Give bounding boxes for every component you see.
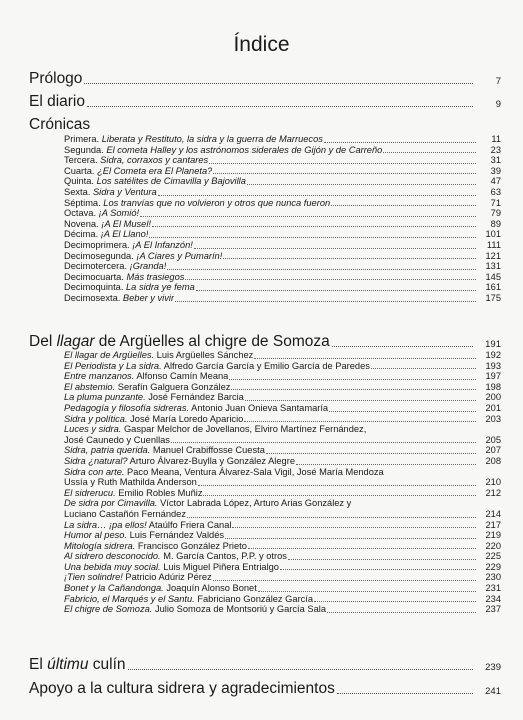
page-number: 198 bbox=[485, 381, 501, 392]
dot-leader bbox=[314, 601, 476, 602]
dot-leader bbox=[266, 453, 476, 454]
entry-text: Quinta. Los satélites de Cimavilla y Bajovilla bbox=[64, 176, 246, 187]
dot-leader bbox=[324, 142, 476, 143]
toc-entry bbox=[64, 371, 501, 382]
page-number: 79 bbox=[490, 208, 501, 219]
entry-text: Una bebida muy social. Luis Miguel Piñera Entrialgo bbox=[64, 561, 279, 572]
toc-entry bbox=[64, 382, 501, 393]
page-number: 39 bbox=[490, 165, 501, 176]
entry-text: Sexta. Sidra y Ventura bbox=[64, 186, 157, 197]
dot-leader bbox=[223, 258, 476, 259]
toc-entry bbox=[64, 562, 501, 573]
dot-leader bbox=[332, 345, 473, 347]
page-number: 217 bbox=[485, 519, 501, 530]
llagar-list bbox=[64, 350, 501, 615]
page-title: Índice bbox=[233, 33, 290, 56]
entry-text: La pluma punzante. José Fernández Barcia bbox=[64, 392, 244, 403]
page-number: 71 bbox=[490, 197, 501, 208]
section-label: El diario bbox=[29, 93, 85, 110]
entry-text: Sidra y política. José María Loredo Aparicio bbox=[64, 413, 244, 424]
section-label: Crónicas bbox=[29, 116, 91, 133]
page-number: 145 bbox=[485, 271, 501, 282]
page-number: 7 bbox=[495, 76, 501, 87]
dot-leader bbox=[187, 517, 476, 518]
page-number: 203 bbox=[485, 413, 501, 424]
dot-leader bbox=[209, 163, 476, 164]
toc-entry bbox=[64, 272, 501, 283]
dot-leader bbox=[245, 400, 476, 401]
toc-entry bbox=[64, 520, 501, 531]
dot-leader bbox=[152, 226, 476, 227]
dot-leader bbox=[185, 279, 476, 280]
section-apoyo bbox=[29, 680, 501, 698]
page-number: 191 bbox=[485, 339, 501, 350]
dot-leader bbox=[167, 269, 476, 270]
toc-entry bbox=[64, 530, 501, 541]
toc-entry bbox=[64, 424, 501, 435]
entry-text: Sidra con arte. Paco Meana, Ventura Álvarez-Sala Vigil, José María Mendoza bbox=[64, 466, 384, 477]
toc-entry bbox=[64, 541, 501, 552]
section-label: Del llagar de Argüelles al chigre de Somoza bbox=[29, 333, 330, 350]
toc-entry bbox=[64, 219, 501, 230]
entry-text: Pedagogía y filosofía sidreras. Antonio Juan Onieva Santamaría bbox=[64, 402, 329, 413]
page-number: 220 bbox=[485, 540, 501, 551]
entry-text: Luces y sidra. Gaspar Melchor de Jovellanos, Elviro Martínez Fernández, bbox=[64, 424, 367, 435]
toc-entry bbox=[64, 198, 501, 209]
page-number: 31 bbox=[490, 155, 501, 166]
page-number: 63 bbox=[490, 186, 501, 197]
section-label: Prólogo bbox=[29, 70, 83, 87]
dot-leader bbox=[171, 442, 476, 443]
page-number: 208 bbox=[485, 455, 501, 466]
page-number: 101 bbox=[485, 229, 501, 240]
dot-leader bbox=[296, 464, 476, 465]
entry-text: Tercera. Sidra, corraxos y cantares bbox=[64, 155, 209, 166]
page-number: 161 bbox=[485, 282, 501, 293]
toc-entry bbox=[64, 208, 501, 219]
toc-entry bbox=[64, 392, 501, 403]
toc-entry bbox=[64, 403, 501, 414]
page-number: 210 bbox=[485, 477, 501, 488]
page-number: 121 bbox=[485, 250, 501, 261]
entry-text: Al sidrero desconocido. M. García Cantos, P.P. y otros bbox=[64, 551, 287, 562]
toc-entry bbox=[64, 229, 501, 240]
page-number: 200 bbox=[485, 392, 501, 403]
toc-entry bbox=[64, 551, 501, 562]
entry-text: Humor al peso. Luis Fernández Valdés bbox=[64, 530, 225, 541]
page-number: 11 bbox=[491, 134, 501, 144]
entry-text: Novena. ¡A El Musel! bbox=[64, 218, 151, 229]
toc-entry bbox=[64, 594, 501, 605]
section-prologo bbox=[29, 70, 501, 88]
dot-leader bbox=[232, 527, 476, 528]
entry-text: Cuarta. ¿El Cometa era El Planeta? bbox=[64, 165, 213, 176]
entry-text: Décima. ¡A El Llano! bbox=[64, 229, 149, 240]
page-number: 111 bbox=[486, 239, 501, 250]
toc-entry bbox=[64, 572, 501, 583]
section-label: Apoyo a la cultura sidrera y agradecimientos bbox=[29, 680, 335, 697]
page-number: 234 bbox=[485, 593, 501, 604]
page-number: 205 bbox=[485, 434, 501, 445]
entry-text: Segunda. El cometa Halley y los astrónomos siderales de Gijón y de Carreño bbox=[64, 144, 383, 155]
entry-text: Sidra ¿natural? Arturo Álvarez-Buylla y González Alegre bbox=[64, 455, 295, 466]
entry-text: Decimoprimera. ¡A El Infanzón! bbox=[64, 239, 193, 250]
entry-text: Fabricio, el Marqués y el Santu. Fabriciano González García bbox=[64, 593, 314, 604]
entry-text: El abstemio. Serafín Galguera González bbox=[64, 381, 231, 392]
dot-leader bbox=[247, 184, 476, 185]
toc-entry bbox=[64, 251, 501, 262]
section-llagar bbox=[29, 333, 501, 351]
page-number: 207 bbox=[485, 445, 501, 456]
page-number: 229 bbox=[485, 561, 501, 572]
entry-text: Decimocuarta. Más trasiegos bbox=[64, 271, 185, 282]
toc-entry bbox=[64, 477, 501, 488]
dot-leader bbox=[337, 692, 473, 694]
dot-leader bbox=[198, 485, 476, 486]
dot-leader bbox=[128, 668, 473, 670]
toc-entry bbox=[64, 604, 501, 615]
dot-leader bbox=[229, 379, 476, 380]
dot-leader bbox=[288, 559, 476, 560]
dot-leader bbox=[87, 105, 473, 107]
entry-text: El chigre de Somoza. Julio Somoza de Montsoriú y García Sala bbox=[64, 604, 326, 615]
toc-entry bbox=[64, 166, 501, 177]
toc-entry bbox=[64, 261, 501, 272]
entry-text: El sidrerucu. Emilio Robles Muñiz bbox=[64, 487, 203, 498]
page-number: 89 bbox=[490, 218, 501, 229]
dot-leader bbox=[244, 421, 476, 422]
page-number: 193 bbox=[485, 360, 501, 371]
entry-text: El Periodista y La sidra. Alfredo García García y Emilio García de Paredes bbox=[64, 360, 370, 371]
toc-entry bbox=[64, 509, 501, 520]
page-number: 23 bbox=[490, 144, 501, 155]
dot-leader bbox=[196, 290, 476, 291]
dot-leader bbox=[254, 358, 476, 359]
dot-leader bbox=[194, 248, 476, 249]
entry-text: El llagar de Argüelles. Luis Argüelles Sánchez bbox=[64, 350, 254, 360]
page-number: 214 bbox=[485, 508, 501, 519]
dot-leader bbox=[331, 205, 476, 206]
dot-leader bbox=[371, 368, 476, 369]
entry-text: Primera. Liberata y Restituto, la sidra y la guerra de Marruecos bbox=[64, 134, 323, 144]
page-number: 192 bbox=[485, 350, 501, 360]
entry-text: Séptima. Los tranvías que no volvieron y otros que nunca fueron bbox=[64, 197, 331, 208]
toc-entry bbox=[64, 361, 501, 372]
toc-entry bbox=[64, 187, 501, 198]
entry-text: Decimotercera. ¡Granda! bbox=[64, 261, 167, 272]
entry-text: Mitología sidrera. Francisco González Prieto bbox=[64, 540, 247, 551]
page-number: 131 bbox=[485, 261, 501, 272]
dot-leader bbox=[280, 569, 476, 570]
page-number: 231 bbox=[485, 583, 501, 594]
dot-leader bbox=[327, 612, 476, 613]
page-number: 9 bbox=[495, 99, 501, 110]
toc-entry bbox=[64, 498, 501, 509]
page-number: 47 bbox=[490, 176, 501, 187]
entry-text: Decimosegunda. ¡A Ciares y Pumarín! bbox=[64, 250, 223, 261]
dot-leader bbox=[383, 152, 476, 153]
page-number: 219 bbox=[485, 530, 501, 541]
dot-leader bbox=[329, 411, 476, 412]
entry-text: Decimoquinta. La sidra ye fema bbox=[64, 282, 195, 293]
dot-leader bbox=[213, 580, 476, 581]
page-number: 230 bbox=[485, 572, 501, 583]
page-number: 175 bbox=[485, 292, 501, 303]
toc-entry bbox=[64, 240, 501, 251]
toc-entry bbox=[64, 583, 501, 594]
toc-entry bbox=[64, 134, 501, 145]
page-number: 201 bbox=[485, 402, 501, 413]
section-diario bbox=[29, 93, 501, 111]
toc-entry bbox=[64, 456, 501, 467]
entry-text: ¡Tien solindre! Patricio Adúriz Pérez bbox=[64, 572, 212, 583]
toc-entry bbox=[64, 155, 501, 166]
entry-text: La sidra… ¡pa ellos! Ataúlfo Friera Canal bbox=[64, 519, 232, 530]
section-cronicas bbox=[29, 116, 501, 134]
page-number: 212 bbox=[485, 487, 501, 498]
cronicas-list bbox=[64, 134, 501, 304]
section-label: El últimu culín bbox=[29, 656, 126, 673]
page-number: 237 bbox=[485, 604, 501, 615]
dot-leader bbox=[248, 548, 476, 549]
toc-entry bbox=[64, 488, 501, 499]
page-number: 197 bbox=[485, 371, 501, 382]
toc-entry bbox=[64, 350, 501, 361]
entry-text: Luciano Castañón Fernández bbox=[64, 508, 186, 519]
entry-text: Bonet y la Cañandonga. Joaquín Alonso Bonet bbox=[64, 583, 257, 594]
toc-entry bbox=[64, 176, 501, 187]
toc-entry bbox=[64, 467, 501, 478]
dot-leader bbox=[158, 195, 476, 196]
toc-entry bbox=[64, 414, 501, 425]
toc-entry bbox=[64, 145, 501, 156]
entry-text: Entre manzanos. Alfonso Camín Meana bbox=[64, 371, 229, 382]
dot-leader bbox=[203, 495, 476, 496]
toc-entry bbox=[64, 435, 501, 446]
entry-text: Decimosexta. Beber y vivir bbox=[64, 292, 175, 303]
section-ultimu bbox=[29, 656, 501, 674]
entry-text: José Caunedo y Cuenllas bbox=[64, 434, 170, 445]
toc-entry bbox=[64, 282, 501, 293]
entry-text: De sidra por Cimavilla. Víctor Labrada López, Arturo Arias González y bbox=[64, 498, 352, 509]
dot-leader bbox=[258, 591, 476, 592]
page-number: 225 bbox=[485, 551, 501, 562]
dot-leader bbox=[213, 173, 476, 174]
dot-leader bbox=[225, 538, 476, 539]
dot-leader bbox=[140, 216, 476, 217]
dot-leader bbox=[231, 389, 476, 390]
entry-text: Octava. ¡A Somió! bbox=[64, 208, 140, 219]
page-number: 241 bbox=[485, 686, 501, 697]
toc-entry bbox=[64, 293, 501, 304]
page-number: 239 bbox=[485, 662, 501, 673]
entry-text: Sidra, patria querida. Manuel Crabiffosse Cuesta bbox=[64, 445, 265, 456]
entry-text: Ussía y Ruth Mathilda Anderson bbox=[64, 477, 197, 488]
dot-leader bbox=[84, 82, 473, 84]
toc-entry bbox=[64, 445, 501, 456]
dot-leader bbox=[149, 237, 476, 238]
dot-leader bbox=[175, 301, 476, 302]
